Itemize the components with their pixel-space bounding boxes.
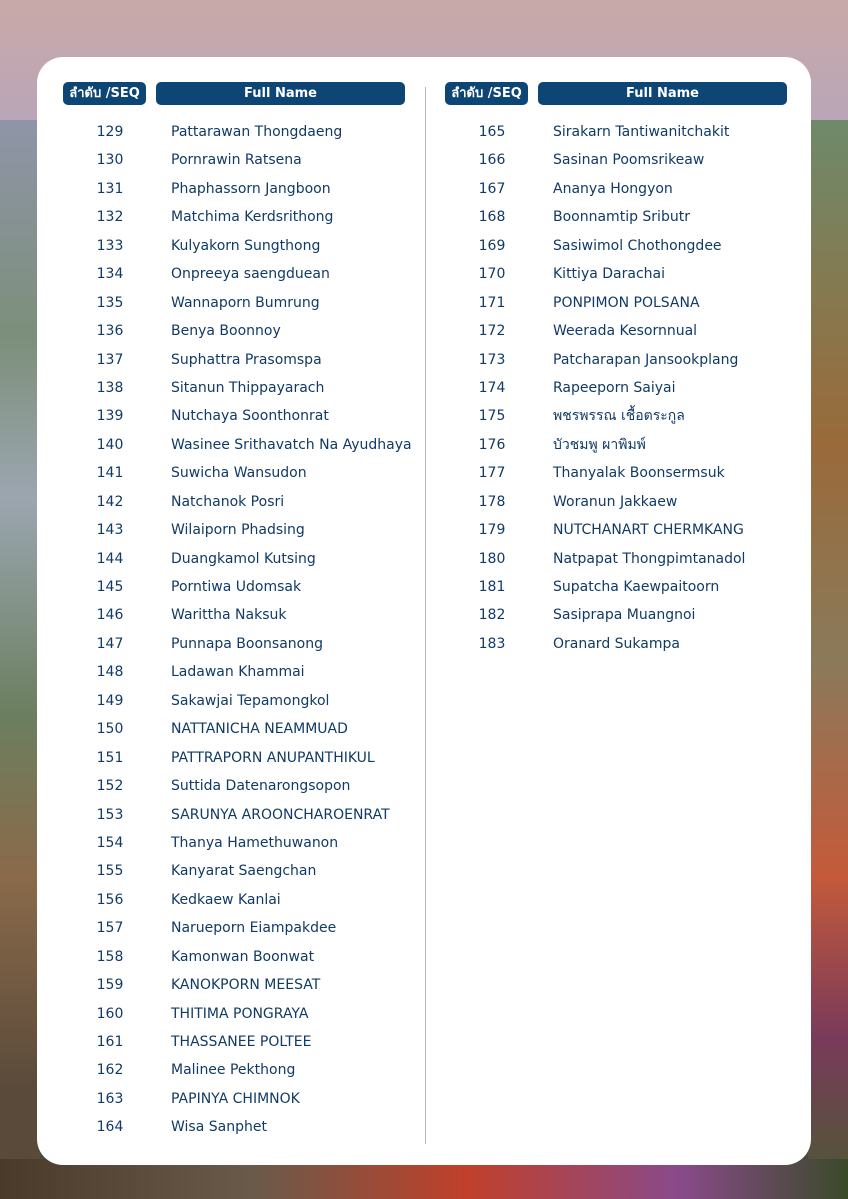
background-scenery-bottom [0, 1159, 848, 1199]
full-name: Kanyarat Saengchan [171, 863, 317, 880]
seq-number: 132 [96, 209, 124, 226]
list-item [63, 1056, 405, 1084]
full-name: Natpapat Thongpimtanadol [553, 550, 746, 567]
seq-number: 157 [96, 920, 124, 937]
full-name: Oranard Sukampa [553, 635, 680, 652]
seq-number: 153 [96, 806, 124, 823]
seq-number: 177 [478, 465, 506, 482]
seq-number: 144 [96, 550, 124, 567]
seq-number: 146 [96, 607, 124, 624]
full-name: Sakawjai Tepamongkol [171, 692, 330, 709]
full-name: Patcharapan Jansookplang [553, 351, 739, 368]
list-item [63, 431, 412, 459]
full-name: Sitanun Thippayarach [171, 379, 325, 396]
full-name: PAPINYA CHIMNOK [171, 1090, 300, 1107]
list-item [445, 260, 787, 288]
full-name: Natchanok Posri [171, 493, 285, 510]
list-item [63, 346, 405, 374]
seq-number: 154 [96, 834, 124, 851]
seq-number: 138 [96, 379, 124, 396]
seq-number: 174 [478, 379, 506, 396]
background-scenery-left [0, 120, 40, 1199]
full-name: Sasinan Poomsrikeaw [553, 152, 705, 169]
full-name: Suttida Datenarongsopon [171, 778, 351, 795]
seq-number: 169 [478, 237, 506, 254]
seq-number: 133 [96, 237, 124, 254]
full-name: Woranun Jakkaew [553, 493, 678, 510]
list-item [63, 146, 405, 174]
list-item [63, 914, 405, 942]
list-item [63, 260, 405, 288]
list-item [63, 1028, 405, 1056]
seq-number: 183 [478, 635, 506, 652]
seq-number: 178 [478, 493, 506, 510]
full-name: Kamonwan Boonwat [171, 948, 315, 965]
list-item [445, 203, 787, 231]
list-item [445, 232, 787, 260]
full-name: Kulyakorn Sungthong [171, 237, 321, 254]
full-name: Matchima Kerdsrithong [171, 209, 334, 226]
list-item [63, 459, 405, 487]
list-item [445, 118, 787, 146]
full-name: Narueporn Eiampakdee [171, 920, 337, 937]
seq-number: 161 [96, 1034, 124, 1050]
full-name: PONPIMON POLSANA [553, 294, 700, 311]
full-name: Wilaiporn Phadsing [171, 522, 305, 539]
full-name: Phaphassorn Jangboon [171, 180, 331, 197]
full-name: Pattarawan Thongdaeng [171, 124, 343, 140]
full-name: Pornrawin Ratsena [171, 152, 302, 169]
full-name: Punnapa Boonsanong [171, 635, 323, 652]
seq-number: 175 [478, 408, 506, 425]
list-item [63, 1113, 405, 1141]
seq-number: 134 [96, 266, 124, 283]
full-name: Thanya Hamethuwanon [171, 834, 339, 851]
list-item [63, 715, 405, 743]
list-item [63, 1085, 405, 1113]
list-item [445, 402, 787, 430]
seq-number: 159 [96, 977, 124, 994]
list-item [63, 545, 405, 573]
name-list-card [37, 57, 811, 1165]
list-item [63, 601, 405, 629]
list-item [63, 687, 405, 715]
list-item [63, 801, 405, 829]
seq-number: 179 [478, 522, 506, 539]
seq-number: 170 [478, 266, 506, 283]
list-item [63, 488, 405, 516]
seq-number: 160 [96, 1005, 124, 1022]
full-name: Sasiprapa Muangnoi [553, 607, 696, 624]
seq-number: 142 [96, 493, 124, 510]
list-item [445, 175, 787, 203]
full-name: Porntiwa Udomsak [171, 579, 302, 595]
list-item [63, 573, 405, 601]
list-item [63, 971, 405, 999]
list-item [63, 829, 405, 857]
list-item [63, 232, 405, 260]
seq-number: 136 [96, 323, 124, 340]
seq-header: ลำดับ /SEQ [445, 82, 528, 105]
list-item [63, 772, 405, 800]
list-item [445, 289, 787, 317]
seq-number: 181 [478, 579, 506, 595]
list-item [445, 630, 787, 658]
right-row-list [445, 118, 787, 658]
full-name: Supatcha Kaewpaitoorn [553, 579, 720, 595]
list-item [63, 118, 405, 146]
seq-number: 176 [478, 436, 506, 453]
list-item [63, 203, 405, 231]
full-name-header: Full Name [156, 82, 405, 105]
seq-number: 158 [96, 948, 124, 965]
list-item [63, 943, 405, 971]
seq-number: 145 [96, 579, 124, 595]
list-item [445, 146, 787, 174]
full-name: Malinee Pekthong [171, 1062, 296, 1079]
full-name: Wisa Sanphet [171, 1119, 267, 1136]
seq-number: 140 [96, 436, 124, 453]
full-name: THASSANEE POLTEE [171, 1034, 312, 1050]
list-item [63, 516, 405, 544]
full-name: Nutchaya Soonthonrat [171, 408, 329, 425]
seq-number: 149 [96, 692, 124, 709]
seq-header: ลำดับ /SEQ [63, 82, 146, 105]
seq-number: 152 [96, 778, 124, 795]
list-item [63, 289, 405, 317]
list-item [445, 488, 787, 516]
list-item [445, 374, 787, 402]
full-name: Suwicha Wansudon [171, 465, 307, 482]
seq-number: 180 [478, 550, 506, 567]
list-item [445, 317, 787, 345]
list-item [63, 175, 405, 203]
list-item [445, 516, 787, 544]
seq-number: 137 [96, 351, 124, 368]
seq-number: 143 [96, 522, 124, 539]
list-item [63, 630, 405, 658]
seq-number: 162 [96, 1062, 124, 1079]
seq-number: 172 [478, 323, 506, 340]
left-row-list [63, 118, 412, 1142]
seq-number: 167 [478, 180, 506, 197]
seq-number: 182 [478, 607, 506, 624]
list-item [63, 658, 405, 686]
full-name: Onpreeya saengduean [171, 266, 330, 283]
seq-number: 150 [96, 721, 124, 738]
list-item [63, 402, 405, 430]
full-name: พชรพรรณ เชื้อตระกูล [553, 408, 685, 425]
list-item [63, 1000, 405, 1028]
list-item [445, 573, 787, 601]
full-name: Ananya Hongyon [553, 180, 673, 197]
seq-number: 135 [96, 294, 124, 311]
seq-number: 173 [478, 351, 506, 368]
list-item [63, 374, 405, 402]
full-name: Warittha Naksuk [171, 607, 287, 624]
seq-number: 156 [96, 891, 124, 908]
seq-number: 168 [478, 209, 506, 226]
full-name: Sirakarn Tantiwanitchakit [553, 124, 730, 140]
full-name: Kittiya Darachai [553, 266, 665, 283]
full-name: THITIMA PONGRAYA [171, 1005, 309, 1022]
full-name: SARUNYA AROONCHAROENRAT [171, 806, 390, 823]
full-name: Weerada Kesornnual [553, 323, 698, 340]
seq-number: 129 [96, 124, 124, 140]
full-name: บัวชมพู ผาพิมพ์ [553, 436, 646, 453]
list-item [63, 886, 405, 914]
full-name: Wannaporn Bumrung [171, 294, 320, 311]
full-name: NATTANICHA NEAMMUAD [171, 721, 348, 738]
full-name: PATTRAPORN ANUPANTHIKUL [171, 749, 375, 766]
list-item [445, 545, 787, 573]
full-name: Sasiwimol Chothongdee [553, 237, 722, 254]
seq-number: 171 [478, 294, 506, 311]
full-name: Kedkaew Kanlai [171, 891, 281, 908]
seq-number: 164 [96, 1119, 124, 1136]
full-name: Ladawan Khammai [171, 664, 305, 681]
seq-number: 163 [96, 1090, 124, 1107]
seq-number: 139 [96, 408, 124, 425]
seq-number: 130 [96, 152, 124, 169]
full-name: Suphattra Prasomspa [171, 351, 322, 368]
full-name: Wasinee Srithavatch Na Ayudhaya [171, 436, 412, 453]
full-name: KANOKPORN MEESAT [171, 977, 321, 994]
full-name-header: Full Name [538, 82, 787, 105]
full-name: Thanyalak Boonsermsuk [553, 465, 725, 482]
seq-number: 141 [96, 465, 124, 482]
seq-number: 148 [96, 664, 124, 681]
seq-number: 166 [478, 152, 506, 169]
list-item [445, 459, 787, 487]
list-item [63, 744, 405, 772]
seq-number: 165 [478, 124, 506, 140]
list-item [63, 857, 405, 885]
list-item [63, 317, 405, 345]
seq-number: 131 [96, 180, 124, 197]
seq-number: 155 [96, 863, 124, 880]
full-name: Benya Boonnoy [171, 323, 281, 340]
full-name: Boonnamtip Sributr [553, 209, 690, 226]
list-item [445, 346, 787, 374]
full-name: NUTCHANART CHERMKANG [553, 522, 744, 539]
list-item [445, 431, 787, 459]
column-divider [425, 87, 426, 1144]
list-item [445, 601, 787, 629]
background-scenery-right [808, 120, 848, 1199]
seq-number: 151 [96, 749, 124, 766]
seq-number: 147 [96, 635, 124, 652]
full-name: Rapeeporn Saiyai [553, 379, 676, 396]
full-name: Duangkamol Kutsing [171, 550, 316, 567]
